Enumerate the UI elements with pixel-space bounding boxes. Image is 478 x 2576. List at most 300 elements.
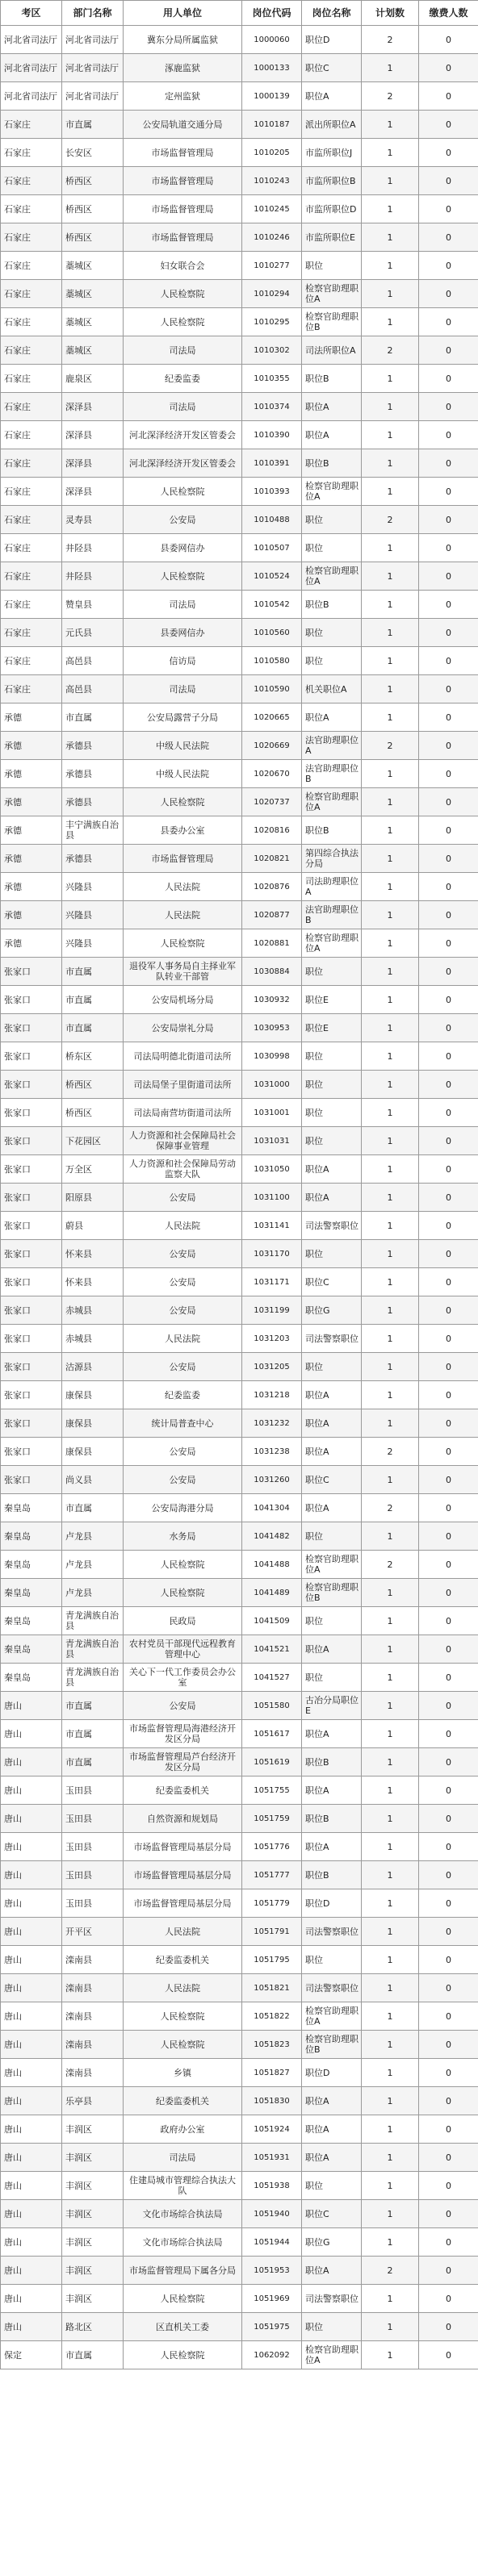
department-cell: 玉田县	[62, 1805, 124, 1833]
plan-count-cell: 1	[362, 619, 419, 647]
paid-count-cell: 0	[419, 1635, 478, 1664]
department-cell: 鹿泉区	[62, 365, 124, 393]
table-row	[1, 111, 478, 139]
position-code-cell: 1031171	[242, 1268, 302, 1296]
department-cell: 滦南县	[62, 2002, 124, 2031]
table-row	[1, 2313, 478, 2341]
position-code-cell: 1062092	[242, 2341, 302, 2369]
exam-area-cell: 唐山	[1, 1692, 62, 1720]
department-cell: 高邑县	[62, 647, 124, 675]
header-position-code: 岗位代码	[242, 1, 302, 26]
paid-count-cell: 0	[419, 732, 478, 760]
position-code-cell: 1031218	[242, 1381, 302, 1409]
employer-cell: 司法局南营坊街道司法所	[124, 1099, 242, 1127]
table-row	[1, 1918, 478, 1946]
employer-cell: 市场监督管理局	[124, 139, 242, 167]
plan-count-cell: 1	[362, 2313, 419, 2341]
department-cell: 沽源县	[62, 1353, 124, 1381]
table-row	[1, 280, 478, 308]
department-cell: 赤城县	[62, 1296, 124, 1325]
employer-cell: 公安局	[124, 1438, 242, 1466]
exam-area-cell: 秦皇岛	[1, 1522, 62, 1551]
plan-count-cell: 1	[362, 2002, 419, 2031]
department-cell: 玉田县	[62, 1833, 124, 1861]
plan-count-cell: 1	[362, 929, 419, 958]
table-row	[1, 449, 478, 478]
exam-area-cell: 张家口	[1, 1184, 62, 1212]
table-row	[1, 1042, 478, 1071]
table-row	[1, 421, 478, 449]
table-row	[1, 506, 478, 534]
employer-cell: 中级人民法院	[124, 760, 242, 788]
employer-cell: 司法局	[124, 393, 242, 421]
plan-count-cell: 1	[362, 1212, 419, 1240]
position-code-cell: 1051619	[242, 1748, 302, 1776]
exam-area-cell: 河北省司法厅	[1, 54, 62, 82]
department-cell: 市直属	[62, 1692, 124, 1720]
position-name-cell: 检察官助理职位A	[302, 788, 362, 816]
position-name-cell: 法官助理职位B	[302, 760, 362, 788]
exam-area-cell: 张家口	[1, 1353, 62, 1381]
paid-count-cell: 0	[419, 421, 478, 449]
department-cell: 市直属	[62, 1748, 124, 1776]
department-cell: 深泽县	[62, 449, 124, 478]
employer-cell: 司法局	[124, 591, 242, 619]
department-cell: 桥西区	[62, 1099, 124, 1127]
table-row	[1, 336, 478, 365]
department-cell: 藁城区	[62, 280, 124, 308]
exam-area-cell: 石家庄	[1, 223, 62, 252]
paid-count-cell: 0	[419, 1522, 478, 1551]
exam-area-cell: 秦皇岛	[1, 1579, 62, 1607]
table-body	[1, 26, 478, 2369]
employer-cell: 公安局露营子分局	[124, 703, 242, 732]
paid-count-cell: 0	[419, 1212, 478, 1240]
position-code-cell: 1010580	[242, 647, 302, 675]
plan-count-cell: 1	[362, 1635, 419, 1664]
position-code-cell: 1031100	[242, 1184, 302, 1212]
plan-count-cell: 1	[362, 1042, 419, 1071]
exam-area-cell: 承德	[1, 845, 62, 873]
position-code-cell: 1010391	[242, 449, 302, 478]
paid-count-cell: 0	[419, 1325, 478, 1353]
position-name-cell: 职位	[302, 619, 362, 647]
position-code-cell: 1010560	[242, 619, 302, 647]
position-name-cell: 职位C	[302, 54, 362, 82]
position-code-cell: 1010295	[242, 308, 302, 336]
department-cell: 灵寿县	[62, 506, 124, 534]
table-row	[1, 2031, 478, 2059]
employer-cell: 公安局机场分局	[124, 986, 242, 1014]
header-employer: 用人单位	[124, 1, 242, 26]
position-name-cell: 检察官助理职位A	[302, 929, 362, 958]
table-row	[1, 393, 478, 421]
exam-area-cell: 石家庄	[1, 421, 62, 449]
table-row	[1, 873, 478, 901]
position-code-cell: 1041304	[242, 1494, 302, 1522]
position-name-cell: 职位A	[302, 421, 362, 449]
plan-count-cell: 1	[362, 195, 419, 223]
table-row	[1, 845, 478, 873]
position-code-cell: 1020737	[242, 788, 302, 816]
position-name-cell: 职位B	[302, 591, 362, 619]
paid-count-cell: 0	[419, 986, 478, 1014]
employer-cell: 关心下一代工作委员会办公室	[124, 1664, 242, 1692]
plan-count-cell: 1	[362, 2172, 419, 2200]
department-cell: 河北省司法厅	[62, 26, 124, 54]
position-code-cell: 1051777	[242, 1861, 302, 1889]
position-code-cell: 1051821	[242, 1974, 302, 2002]
position-code-cell: 1051931	[242, 2144, 302, 2172]
paid-count-cell: 0	[419, 760, 478, 788]
position-name-cell: 职位B	[302, 816, 362, 845]
position-name-cell: 职位A	[302, 82, 362, 111]
position-code-cell: 1031031	[242, 1127, 302, 1155]
paid-count-cell: 0	[419, 845, 478, 873]
department-cell: 丰润区	[62, 2228, 124, 2257]
exam-area-cell: 唐山	[1, 1861, 62, 1889]
position-code-cell: 1000139	[242, 82, 302, 111]
position-code-cell: 1010542	[242, 591, 302, 619]
paid-count-cell: 0	[419, 788, 478, 816]
table-row	[1, 1579, 478, 1607]
plan-count-cell: 1	[362, 2341, 419, 2369]
paid-count-cell: 0	[419, 619, 478, 647]
department-cell: 玉田县	[62, 1776, 124, 1805]
plan-count-cell: 1	[362, 2144, 419, 2172]
plan-count-cell: 1	[362, 167, 419, 195]
plan-count-cell: 1	[362, 1974, 419, 2002]
position-code-cell: 1010393	[242, 478, 302, 506]
paid-count-cell: 0	[419, 1127, 478, 1155]
paid-count-cell: 0	[419, 2087, 478, 2115]
exam-area-cell: 石家庄	[1, 195, 62, 223]
department-cell: 滦南县	[62, 1974, 124, 2002]
table-row	[1, 1974, 478, 2002]
position-code-cell: 1010524	[242, 562, 302, 591]
plan-count-cell: 1	[362, 1776, 419, 1805]
header-department: 部门名称	[62, 1, 124, 26]
position-code-cell: 1051580	[242, 1692, 302, 1720]
paid-count-cell: 0	[419, 195, 478, 223]
exam-area-cell: 石家庄	[1, 111, 62, 139]
paid-count-cell: 0	[419, 2228, 478, 2257]
paid-count-cell: 0	[419, 2257, 478, 2285]
position-code-cell: 1031232	[242, 1409, 302, 1438]
position-name-cell: 职位	[302, 1522, 362, 1551]
exam-area-cell: 承德	[1, 760, 62, 788]
plan-count-cell: 1	[362, 139, 419, 167]
exam-area-cell: 唐山	[1, 2228, 62, 2257]
paid-count-cell: 0	[419, 167, 478, 195]
table-row	[1, 1466, 478, 1494]
employer-cell: 市场监督管理局基层分局	[124, 1833, 242, 1861]
table-row	[1, 675, 478, 703]
plan-count-cell: 1	[362, 449, 419, 478]
position-name-cell: 职位A	[302, 2257, 362, 2285]
table-row	[1, 1833, 478, 1861]
paid-count-cell: 0	[419, 1918, 478, 1946]
exam-area-cell: 唐山	[1, 1748, 62, 1776]
employer-cell: 公安局	[124, 506, 242, 534]
exam-area-cell: 唐山	[1, 1833, 62, 1861]
table-row	[1, 2200, 478, 2228]
plan-count-cell: 1	[362, 1409, 419, 1438]
position-name-cell: 检察官助理职位A	[302, 562, 362, 591]
exam-area-cell: 石家庄	[1, 139, 62, 167]
position-code-cell: 1051944	[242, 2228, 302, 2257]
paid-count-cell: 0	[419, 2313, 478, 2341]
department-cell: 河北省司法厅	[62, 82, 124, 111]
exam-area-cell: 张家口	[1, 1155, 62, 1184]
paid-count-cell: 0	[419, 703, 478, 732]
position-name-cell: 检察官助理职位A	[302, 2002, 362, 2031]
table-row	[1, 1127, 478, 1155]
exam-area-cell: 张家口	[1, 1438, 62, 1466]
position-name-cell: 职位D	[302, 2059, 362, 2087]
plan-count-cell: 1	[362, 703, 419, 732]
position-code-cell: 1051975	[242, 2313, 302, 2341]
position-name-cell: 职位	[302, 1607, 362, 1635]
position-code-cell: 1020670	[242, 760, 302, 788]
table-row	[1, 562, 478, 591]
department-cell: 卢龙县	[62, 1522, 124, 1551]
position-name-cell: 职位	[302, 1127, 362, 1155]
paid-count-cell: 0	[419, 1042, 478, 1071]
exam-area-cell: 唐山	[1, 2002, 62, 2031]
employer-cell: 文化市场综合执法局	[124, 2200, 242, 2228]
plan-count-cell: 1	[362, 1889, 419, 1918]
position-name-cell: 职位D	[302, 1889, 362, 1918]
department-cell: 井陉县	[62, 534, 124, 562]
table-row	[1, 26, 478, 54]
position-name-cell: 职位B	[302, 449, 362, 478]
employer-cell: 人民检察院	[124, 478, 242, 506]
paid-count-cell: 0	[419, 1099, 478, 1127]
plan-count-cell: 1	[362, 393, 419, 421]
paid-count-cell: 0	[419, 26, 478, 54]
department-cell: 赤城县	[62, 1325, 124, 1353]
position-name-cell: 检察官助理职位B	[302, 308, 362, 336]
employer-cell: 乡镇	[124, 2059, 242, 2087]
department-cell: 兴隆县	[62, 929, 124, 958]
plan-count-cell: 1	[362, 1861, 419, 1889]
plan-count-cell: 1	[362, 478, 419, 506]
table-row	[1, 54, 478, 82]
exam-area-cell: 石家庄	[1, 280, 62, 308]
plan-count-cell: 1	[362, 873, 419, 901]
table-row	[1, 1184, 478, 1212]
position-code-cell: 1041488	[242, 1551, 302, 1579]
exam-area-cell: 唐山	[1, 1776, 62, 1805]
employer-cell: 纪委监委机关	[124, 1946, 242, 1974]
paid-count-cell: 0	[419, 1579, 478, 1607]
employer-cell: 人力资源和社会保障局劳动监察大队	[124, 1155, 242, 1184]
department-cell: 市直属	[62, 986, 124, 1014]
position-name-cell: 职位E	[302, 986, 362, 1014]
employer-cell: 纪委监委机关	[124, 1776, 242, 1805]
position-name-cell: 职位	[302, 534, 362, 562]
paid-count-cell: 0	[419, 1607, 478, 1635]
paid-count-cell: 0	[419, 901, 478, 929]
employer-cell: 县委网信办	[124, 619, 242, 647]
position-name-cell: 职位C	[302, 1268, 362, 1296]
position-name-cell: 职位	[302, 2313, 362, 2341]
department-cell: 市直属	[62, 111, 124, 139]
department-cell: 青龙满族自治县	[62, 1607, 124, 1635]
position-name-cell: 职位E	[302, 1014, 362, 1042]
employer-cell: 人民法院	[124, 1918, 242, 1946]
employer-cell: 河北深泽经济开发区管委会	[124, 421, 242, 449]
plan-count-cell: 1	[362, 252, 419, 280]
department-cell: 市直属	[62, 1014, 124, 1042]
plan-count-cell: 1	[362, 1240, 419, 1268]
table-row	[1, 1212, 478, 1240]
employer-cell: 农村党员干部现代远程教育管理中心	[124, 1635, 242, 1664]
department-cell: 河北省司法厅	[62, 54, 124, 82]
position-code-cell: 1010488	[242, 506, 302, 534]
exam-area-cell: 石家庄	[1, 562, 62, 591]
exam-area-cell: 秦皇岛	[1, 1607, 62, 1635]
paid-count-cell: 0	[419, 2172, 478, 2200]
exam-area-cell: 唐山	[1, 1889, 62, 1918]
department-cell: 尚义县	[62, 1466, 124, 1494]
table-row	[1, 958, 478, 986]
department-cell: 丰润区	[62, 2285, 124, 2313]
plan-count-cell: 1	[362, 2059, 419, 2087]
plan-count-cell: 1	[362, 901, 419, 929]
employer-cell: 妇女联合会	[124, 252, 242, 280]
position-name-cell: 检察官助理职位A	[302, 280, 362, 308]
department-cell: 市直属	[62, 1494, 124, 1522]
department-cell: 藁城区	[62, 308, 124, 336]
header-plan-count: 计划数	[362, 1, 419, 26]
employer-cell: 市场监督管理局芦台经济开发区分局	[124, 1748, 242, 1776]
plan-count-cell: 1	[362, 365, 419, 393]
plan-count-cell: 2	[362, 506, 419, 534]
paid-count-cell: 0	[419, 280, 478, 308]
employer-cell: 司法局明德北街道司法所	[124, 1042, 242, 1071]
exam-area-cell: 保定	[1, 2341, 62, 2369]
position-name-cell: 职位A	[302, 2087, 362, 2115]
exam-area-cell: 张家口	[1, 1042, 62, 1071]
exam-area-cell: 秦皇岛	[1, 1551, 62, 1579]
department-cell: 承德县	[62, 760, 124, 788]
paid-count-cell: 0	[419, 506, 478, 534]
paid-count-cell: 0	[419, 1833, 478, 1861]
exam-area-cell: 张家口	[1, 1296, 62, 1325]
table-row	[1, 703, 478, 732]
exam-area-cell: 石家庄	[1, 647, 62, 675]
table-row	[1, 365, 478, 393]
table-row	[1, 1889, 478, 1918]
paid-count-cell: 0	[419, 365, 478, 393]
paid-count-cell: 0	[419, 1805, 478, 1833]
plan-count-cell: 1	[362, 760, 419, 788]
employer-cell: 公安局	[124, 1296, 242, 1325]
employer-cell: 市场监督管理局基层分局	[124, 1889, 242, 1918]
department-cell: 桥西区	[62, 223, 124, 252]
position-name-cell: 司法警察职位	[302, 1974, 362, 2002]
table-row	[1, 1692, 478, 1720]
position-name-cell: 职位	[302, 506, 362, 534]
exam-area-cell: 河北省司法厅	[1, 82, 62, 111]
table-row	[1, 788, 478, 816]
position-code-cell: 1030998	[242, 1042, 302, 1071]
exam-area-cell: 承德	[1, 873, 62, 901]
employer-cell: 区直机关工委	[124, 2313, 242, 2341]
employer-cell: 水务局	[124, 1522, 242, 1551]
employer-cell: 自然资源和规划局	[124, 1805, 242, 1833]
table-row	[1, 534, 478, 562]
employer-cell: 人民检察院	[124, 1551, 242, 1579]
position-name-cell: 职位A	[302, 2144, 362, 2172]
employer-cell: 人民检察院	[124, 929, 242, 958]
position-code-cell: 1051969	[242, 2285, 302, 2313]
position-name-cell: 司法警察职位	[302, 1325, 362, 1353]
position-code-cell: 1000060	[242, 26, 302, 54]
paid-count-cell: 0	[419, 1184, 478, 1212]
employer-cell: 司法局	[124, 2144, 242, 2172]
employer-cell: 人民法院	[124, 1974, 242, 2002]
paid-count-cell: 0	[419, 2285, 478, 2313]
plan-count-cell: 1	[362, 1607, 419, 1635]
employer-cell: 司法局	[124, 675, 242, 703]
paid-count-cell: 0	[419, 2115, 478, 2144]
employer-cell: 纪委监委	[124, 365, 242, 393]
table-row	[1, 986, 478, 1014]
plan-count-cell: 1	[362, 1155, 419, 1184]
exam-area-cell: 秦皇岛	[1, 1635, 62, 1664]
exam-area-cell: 唐山	[1, 1805, 62, 1833]
exam-area-cell: 承德	[1, 788, 62, 816]
exam-area-cell: 张家口	[1, 1409, 62, 1438]
employer-cell: 公安局崇礼分局	[124, 1014, 242, 1042]
table-row	[1, 1635, 478, 1664]
paid-count-cell: 0	[419, 1946, 478, 1974]
position-name-cell: 市监所职位E	[302, 223, 362, 252]
position-code-cell: 1020821	[242, 845, 302, 873]
plan-count-cell: 1	[362, 986, 419, 1014]
position-name-cell: 职位A	[302, 1494, 362, 1522]
department-cell: 市直属	[62, 2341, 124, 2369]
position-name-cell: 职位A	[302, 1155, 362, 1184]
plan-count-cell: 1	[362, 1296, 419, 1325]
exam-area-cell: 唐山	[1, 2285, 62, 2313]
table-row	[1, 223, 478, 252]
position-name-cell: 机关职位A	[302, 675, 362, 703]
table-row	[1, 1494, 478, 1522]
table-row	[1, 1155, 478, 1184]
plan-count-cell: 1	[362, 1579, 419, 1607]
paid-count-cell: 0	[419, 1748, 478, 1776]
plan-count-cell: 1	[362, 845, 419, 873]
plan-count-cell: 1	[362, 421, 419, 449]
position-code-cell: 1020881	[242, 929, 302, 958]
position-name-cell: 第四综合执法分局	[302, 845, 362, 873]
employer-cell: 人民检察院	[124, 308, 242, 336]
paid-count-cell: 0	[419, 1861, 478, 1889]
plan-count-cell: 1	[362, 1184, 419, 1212]
position-name-cell: 职位A	[302, 1381, 362, 1409]
position-code-cell: 1010294	[242, 280, 302, 308]
exam-area-cell: 石家庄	[1, 393, 62, 421]
employer-cell: 人民法院	[124, 873, 242, 901]
employer-cell: 市场监督管理局下属各分局	[124, 2257, 242, 2285]
department-cell: 阳原县	[62, 1184, 124, 1212]
paid-count-cell: 0	[419, 2341, 478, 2369]
position-code-cell: 1041509	[242, 1607, 302, 1635]
